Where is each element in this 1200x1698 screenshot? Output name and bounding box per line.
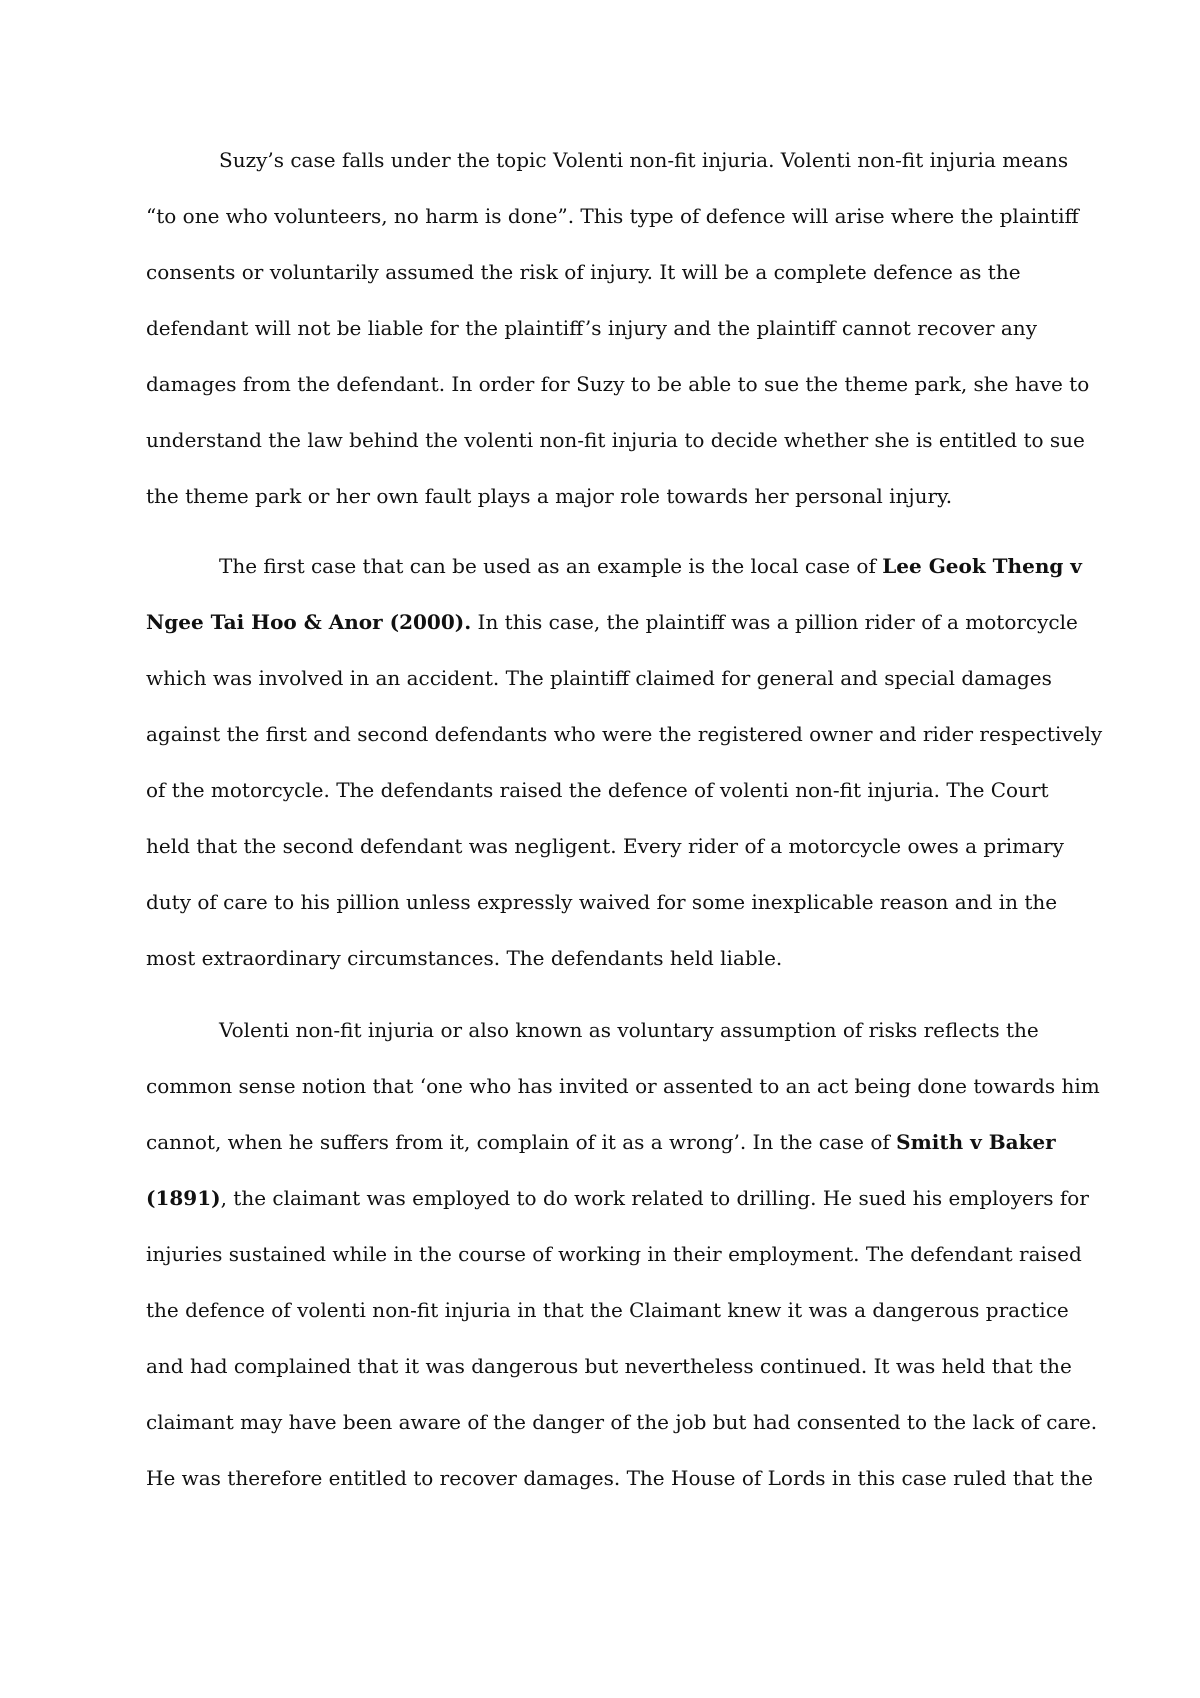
text-run: duty of care to his pillion unless expressly waived for some inexplicable reason and in the xyxy=(146,890,1058,914)
text-line xyxy=(146,874,1060,930)
case-citation: Smith v Baker xyxy=(896,1130,1056,1154)
text-run: In this case, the plaintiff was a pillion rider of a motorcycle xyxy=(471,610,1078,634)
text-line xyxy=(146,650,1060,706)
text-run: the defence of volenti non-fit injuria in that the Claimant knew it was a dangerous practice xyxy=(146,1298,1069,1322)
text-run: damages from the defendant. In order for Suzy to be able to sue the theme park, she have to xyxy=(146,372,1090,396)
text-run: claimant may have been aware of the danger of the job but had consented to the lack of care. xyxy=(146,1410,1098,1434)
text-line xyxy=(146,706,1103,762)
text-run: the theme park or her own fault plays a major role towards her personal injury. xyxy=(146,484,953,508)
text-run: common sense notion that ‘one who has invited or assented to an act being done towards him xyxy=(146,1074,1100,1098)
text-run: most extraordinary circumstances. The defendants held liable. xyxy=(146,946,783,970)
paragraph-lee-geok-theng-case xyxy=(146,538,1103,986)
paragraph-smith-v-baker-case xyxy=(146,1002,1100,1506)
text-line xyxy=(146,1002,1060,1058)
text-run: , the claimant was employed to do work related to drilling. He sued his employers for xyxy=(220,1186,1089,1210)
case-citation: (1891) xyxy=(146,1186,221,1210)
text-run: of the motorcycle. The defendants raised the defence of volenti non-fit injuria. The Court xyxy=(146,778,1049,802)
text-run: He was therefore entitled to recover damages. The House of Lords in this case ruled that the xyxy=(146,1466,1093,1490)
text-line xyxy=(146,132,1069,188)
text-run: injuries sustained while in the course of working in their employment. The defendant raised xyxy=(146,1242,1082,1266)
text-run: against the first and second defendants who were the registered owner and rider respectively xyxy=(146,722,1103,746)
text-run: Suzy’s case falls under the topic Volenti non-fit injuria. Volenti non-fit injuria means xyxy=(219,148,1069,172)
text-run: defendant will not be liable for the plaintiff’s injury and the plaintiff cannot recover any xyxy=(146,316,1037,340)
text-run: held that the second defendant was negligent. Every rider of a motorcycle owes a primary xyxy=(146,834,1064,858)
text-line xyxy=(146,818,1064,874)
text-line xyxy=(146,188,1079,244)
text-run: cannot, when he suffers from it, complain of it as a wrong’. In the case of xyxy=(146,1130,897,1154)
text-line xyxy=(146,244,1060,300)
text-line xyxy=(146,412,1085,468)
text-line xyxy=(146,762,1060,818)
text-line xyxy=(146,1394,1098,1450)
text-line xyxy=(146,1450,1093,1506)
text-line xyxy=(146,1282,1069,1338)
text-run: The first case that can be used as an example is the local case of xyxy=(219,554,883,578)
text-line xyxy=(146,1058,1100,1114)
text-line xyxy=(146,300,1060,356)
text-line xyxy=(146,1170,1089,1226)
case-citation: Lee Geok Theng v xyxy=(882,554,1082,578)
case-citation: Ngee Tai Hoo & Anor (2000). xyxy=(146,610,472,634)
text-line xyxy=(146,930,1060,986)
text-run: Volenti non-fit injuria or also known as voluntary assumption of risks reflects the xyxy=(219,1018,1039,1042)
text-line xyxy=(146,594,1078,650)
text-run: which was involved in an accident. The plaintiff claimed for general and special damages xyxy=(146,666,1052,690)
text-run: “to one who volunteers, no harm is done”. This type of defence will arise where the plaintiff xyxy=(146,204,1079,228)
text-line xyxy=(146,1338,1072,1394)
text-run: consents or voluntarily assumed the risk of injury. It will be a complete defence as the xyxy=(146,260,1021,284)
text-line xyxy=(146,1226,1082,1282)
text-run: and had complained that it was dangerous but nevertheless continued. It was held that the xyxy=(146,1354,1072,1378)
text-line xyxy=(146,538,1082,594)
text-line xyxy=(146,468,1060,524)
paragraph-volenti-intro xyxy=(146,132,1090,524)
text-line xyxy=(146,356,1090,412)
text-line xyxy=(146,1114,1060,1170)
text-run: understand the law behind the volenti non-fit injuria to decide whether she is entitled to sue xyxy=(146,428,1085,452)
